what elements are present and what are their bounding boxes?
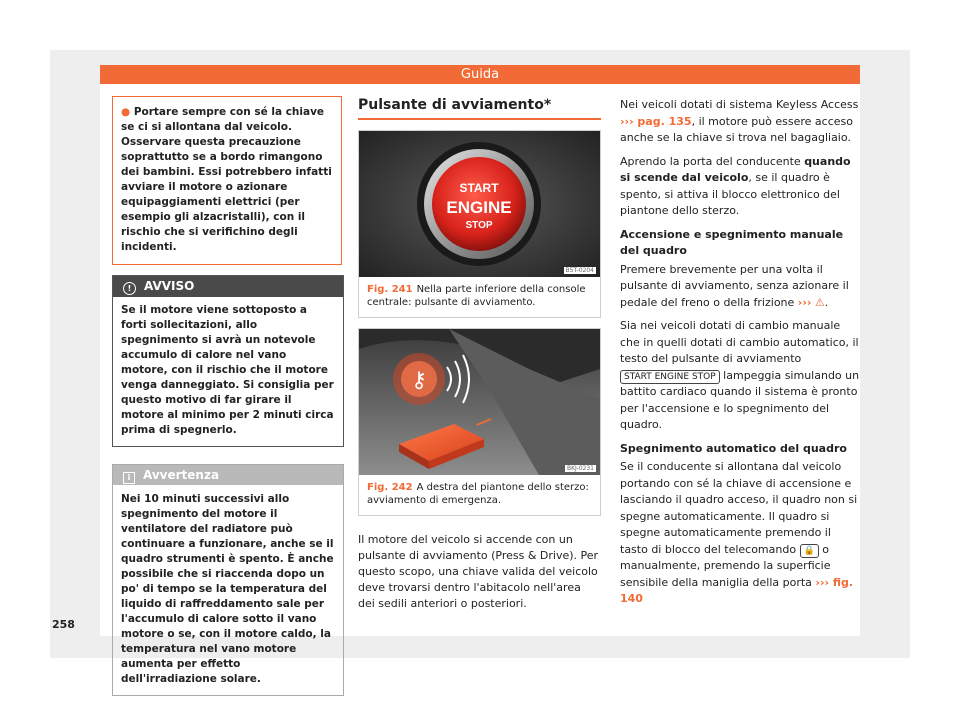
paragraph-blink [620, 318, 860, 434]
start-button-illustration [359, 131, 600, 277]
text-span: lampeggia simulando un battito cardiaco quando il sistema è pronto per l'accensione e lo spegnimento del quadro. [620, 368, 860, 431]
svg-text:⚷: ⚷ [410, 368, 428, 393]
paragraph-press [620, 262, 860, 312]
avvertenza-box [112, 464, 344, 696]
section-header: Guida [100, 65, 860, 84]
paragraph-door [620, 154, 860, 220]
avviso-box [112, 275, 344, 447]
page-number: 258 [52, 618, 75, 631]
left-column [112, 96, 342, 696]
lock-icon: 🔒 [800, 544, 819, 558]
avvertenza-body: Nei 10 minuti successivi allo spegnimento del motore il ventilatore del radiatore può continuare a funzionare, anche se il quadro strumenti è spento. È anche possibile che si riaccenda dopo un po' di tempo se la temperatura del liquido di raffreddamento sale per l'accumulo di calore sotto il vano motore o se, con il motore caldo, la temperatura nel vano motore aumenta per effetto dell'irradiazione solare. [121, 493, 334, 685]
figure-label: Fig. 241 [367, 284, 413, 295]
paragraph-keyless [620, 97, 860, 147]
figure-caption-text: A destra del piantone dello sterzo: avviamento di emergenza. [367, 482, 589, 506]
section-title: Pulsante di avviamento* [358, 97, 601, 120]
text-span: , se il quadro è spento, si attiva il blocco elettronico del piantone dello sterzo. [620, 171, 840, 217]
text-span: , il motore può essere acceso anche se la chiave si trova nel bagagliaio. [620, 114, 854, 144]
warning-text: Portare sempre con sé la chiave se ci si allontana dal veicolo. Osservare questa precauzione soprattutto se a bordo rimangono dei bambini. Essi potrebbero infatti avviare il motore o azionare equipaggiamenti elettrici (per esempio gli alzacristalli), con il rischio che si verifichino degli incidenti. [121, 106, 332, 253]
text-span: Sia nei veicoli dotati di cambio manuale che in quelli dotati di cambio automatico, il testo del pulsante di avviamento [620, 319, 859, 365]
text-span: Aprendo la porta del conducente [620, 154, 805, 168]
figure-reference-link[interactable]: ››› fig. 140 [620, 575, 854, 605]
warning-reference-link[interactable]: ››› [797, 295, 812, 309]
start-button-image [359, 131, 600, 277]
info-circle-icon: ! [123, 282, 136, 295]
avvertenza-header [113, 465, 343, 485]
paragraph-auto-off [620, 459, 860, 608]
figure-code: B5T-0204 [565, 267, 594, 274]
info-square-icon: i [123, 472, 135, 484]
button-text-start: START [459, 181, 499, 195]
figure-caption-text: Nella parte inferiore della console centrale: pulsante di avviamento. [367, 284, 586, 308]
subheading-auto: Spegnimento automatico del quadro [620, 441, 847, 455]
figure-caption [359, 277, 600, 317]
avviso-body: Se il motore viene sottoposto a forti sollecitazioni, allo spegnimento si avrà un notevole accumulo di calore nel vano motore, con il rischio che il motore venga danneggiato. Si consiglia per questo motivo di far girare il motore al minimo per 2 minuti circa prima di spegnerlo. [121, 304, 334, 436]
avvertenza-title: Avvertenza [143, 468, 220, 482]
body-paragraph: Il motore del veicolo si accende con un pulsante di avviamento (Press & Drive). Per questo scopo, una chiave valida del veicolo deve trovarsi dentro l'abitacolo nell'area dei sedili anteriori o posteriori. [358, 533, 599, 610]
figure-code: BKJ-0231 [566, 465, 594, 472]
steering-column-illustration [359, 329, 600, 475]
figure-label: Fig. 242 [367, 482, 413, 493]
bold-text: quando si scende dal veicolo [620, 154, 851, 184]
text-span: Premere brevemente per una volta il pulsante di avviamento, senza azionare il pedale del freno o della frizione [620, 262, 849, 309]
emergency-start-image [359, 329, 600, 475]
text-span: Nei veicoli dotati di sistema Keyless Access [620, 98, 859, 111]
avviso-title: AVVISO [144, 279, 195, 293]
text-span: o manualmente, premendo la superficie sensibile della maniglia della porta [620, 542, 831, 589]
figure-242 [358, 328, 601, 516]
figure-241 [358, 130, 601, 318]
right-column [620, 97, 860, 615]
middle-column [358, 97, 601, 612]
button-text-stop: STOP [465, 220, 493, 231]
text-span: Se il conducente si allontana dal veicolo portando con sé la chiave di accensione e lasciando il quadro acceso, il quadro non si spegne automaticamente. Il quadro si spegne automaticamente premendo il tasto di blocco del telecomando [620, 460, 858, 556]
bullet-icon: ● [121, 106, 131, 118]
warning-box [112, 96, 342, 265]
start-engine-stop-key: START ENGINE STOP [620, 370, 720, 384]
page-reference-link[interactable]: ››› pag. 135 [620, 114, 692, 128]
subheading-manual: Accensione e spegnimento manuale del quadro [620, 227, 844, 257]
button-text-engine: ENGINE [446, 198, 512, 217]
warning-triangle-icon: ⚠ [814, 295, 825, 309]
text-span: . [824, 295, 829, 309]
figure-caption [359, 475, 600, 515]
avviso-header [113, 276, 343, 297]
